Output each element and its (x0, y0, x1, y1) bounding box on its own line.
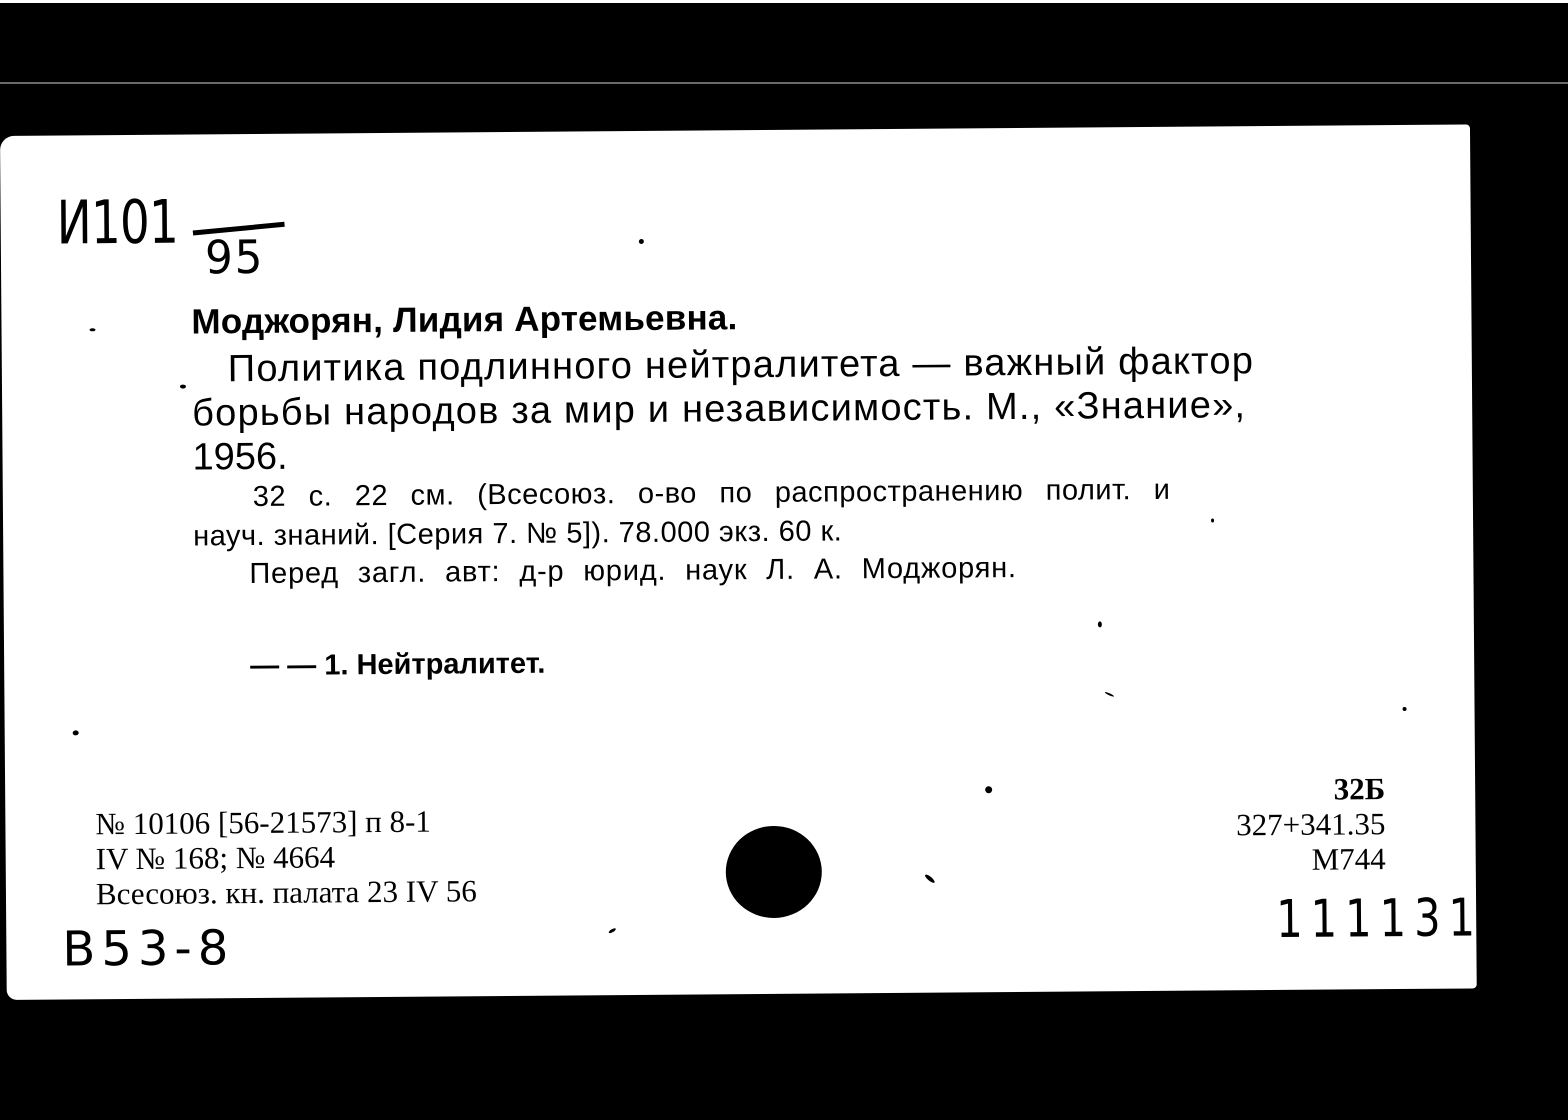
publication-info-line-3: Всесоюз. кн. палата 23 IV 56 (95, 873, 477, 912)
scan-speck (1098, 621, 1102, 627)
inventory-number-handwritten-left: В53-8 (62, 920, 235, 978)
scan-speck (180, 385, 186, 389)
scan-speck (985, 786, 992, 793)
card-punch-hole (725, 826, 822, 919)
library-catalog-card (0, 124, 1484, 1000)
physical-description-line-2: науч. знаний. [Серия 7. № 5]). 78.000 экз. 60 к. (193, 515, 843, 553)
scan-top-edge (0, 0, 1568, 3)
scan-speck (73, 730, 79, 735)
scan-speck (1403, 707, 1407, 711)
classification-code-3: М744 (1311, 841, 1386, 877)
publication-info-line-2: IV № 168; № 4664 (95, 839, 336, 877)
classification-code-2: 327+341.35 (1236, 806, 1386, 843)
call-number-handwritten: И101 (56, 187, 179, 259)
title-line-1: Политика подлинного нейтралитета — важный фактор (227, 340, 1255, 391)
title-line-3: 1956. (192, 435, 288, 479)
scan-speck (1104, 691, 1114, 697)
inventory-number-handwritten-right: 111131 (1275, 888, 1484, 951)
publication-info-line-1: № 10106 [56-21573] п 8-1 (95, 803, 432, 842)
scan-speck (639, 239, 644, 244)
scan-rule-line (0, 82, 1568, 84)
classification-code-1: 32Б (1333, 771, 1386, 807)
subject-heading: — — 1. Нейтралитет. (250, 647, 546, 683)
title-line-2: борьбы народов за мир и независимость. М., «Знание», (192, 384, 1247, 435)
scan-speck (1211, 518, 1214, 522)
scan-speck (90, 328, 96, 331)
author-note: Перед загл. авт: д-р юрид. наук Л. А. Моджорян. (249, 552, 1017, 591)
physical-description-line-1: 32 с. 22 см. (Всесоюз. о-во по распространению полит. и (252, 473, 1171, 514)
scan-speck (924, 873, 936, 884)
author-heading: Моджорян, Лидия Артемьевна. (191, 298, 738, 342)
scan-speck (608, 927, 616, 934)
call-number-denominator: 95 (204, 229, 265, 285)
